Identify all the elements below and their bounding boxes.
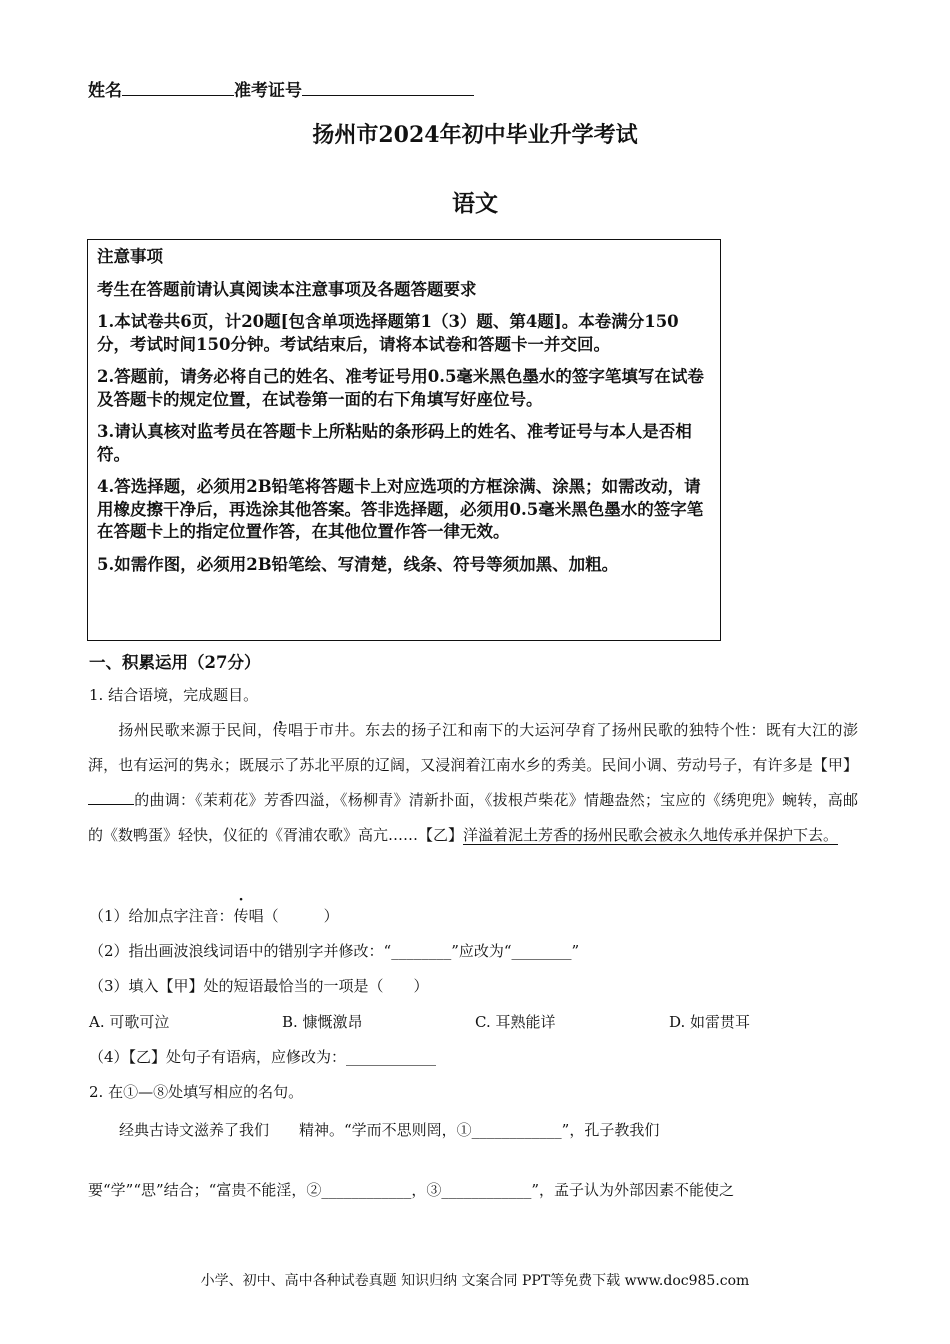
option-d[interactable]: D. 如雷贯耳 <box>669 1013 751 1031</box>
notice-item: 5.如需作图，必须用2B铅笔绘、写清楚，线条、符号等须加黑、加粗。 <box>97 554 619 574</box>
notice-item: 4.答选择题，必须用2B铅笔将答题卡上对应选项的方框涂满、涂黑；如需改动，请用橡皮擦干净后，再选涂其他答案。答非选择题，必须用0.5毫米黑色墨水的签字笔在答题卡上的指定位置作答，在其他位置作答一律无效。 <box>97 477 704 541</box>
notice-box <box>87 239 721 641</box>
sub-question-text: （1）给加点字注音： <box>89 907 234 925</box>
passage-text: 扬州民歌来源于民间， <box>118 721 273 739</box>
notice-item: 1.本试卷共6页，计20题[包含单项选择题第1（3）题、第4题]。本卷满分150分，考试时间150分钟。考试结束后，请将本试卷和答题卡一并交回。 <box>97 312 679 354</box>
notice-intro: 考生在答题前请认真阅读本注意事项及各题答题要求 <box>97 279 477 299</box>
dotted-character: 传 <box>233 907 249 925</box>
section-heading: 一、积累运用（27分） <box>89 653 261 672</box>
candidate-info-line <box>88 76 474 101</box>
sub-question-1 <box>89 905 339 926</box>
sub-question-3: （3）填入【甲】处的短语最恰当的一项是（ ） <box>89 977 429 995</box>
question-1-stem: 1. 结合语境，完成题目。 <box>89 686 259 704</box>
sub-question-text: 唱（ ） <box>248 907 339 925</box>
option-a[interactable]: A. 可歌可泣 <box>89 1013 170 1031</box>
notice-item: 3.请认真核对监考员在答题卡上所粘贴的条形码上的姓名、准考证号与本人是否相符。 <box>97 422 692 464</box>
notice-item: 2.答题前，请务必将自己的姓名、准考证号用0.5毫米黑色墨水的签字笔填写在试卷及答题卡的规定位置，在试卷第一面的右下角填写好座位号。 <box>97 367 704 409</box>
underlined-sentence: 洋溢着泥土芳香的扬州民歌会被永久地传承并保护下去。 <box>463 826 839 844</box>
blank-jia[interactable] <box>88 792 134 805</box>
passage-text: 的曲调：《茉莉花》芳香四溢，《杨柳青》清新扑面，《拔根芦柴花》情趣盎然；宝应的《绣兜兜》蜿转，高邮的《数鸭蛋》轻快，仪征的《胥浦农歌》高亢……【乙】 <box>88 791 858 844</box>
question-2-stem: 2. 在①—⑧处填写相应的名句。 <box>89 1083 304 1101</box>
exam-number-blank[interactable] <box>302 79 474 96</box>
sub-question-2: （2）指出画波浪线词语中的错别字并修改：“________”应改为“________” <box>89 942 580 960</box>
question-2-line: 经典古诗文滋养了我们 精神。“学而不思则罔，①____________”，孔子教我们 <box>119 1121 660 1139</box>
exam-title: 扬州市2024年初中毕业升学考试 <box>312 122 638 148</box>
exam-number-label: 准考证号 <box>234 81 302 101</box>
question-2-line: 要“学”“思”结合；“富贵不能淫，②____________，③____________”，孟子认为外部因素不能使之 <box>88 1181 735 1199</box>
notice-heading: 注意事项 <box>97 247 163 266</box>
name-label: 姓名 <box>88 81 122 101</box>
option-b[interactable]: B. 慷慨激昂 <box>282 1013 363 1031</box>
subject-title: 语文 <box>452 190 498 217</box>
dotted-character: 传 <box>272 721 288 739</box>
option-c[interactable]: C. 耳熟能详 <box>475 1013 556 1031</box>
question-1-passage <box>88 713 858 853</box>
passage-text: 唱于市井。东去的扬子江和南下的大运河孕育了扬州民歌的独特个性：既有大江的澎湃，也有运河的隽永；既展示了苏北平原的辽阔，又浸润着江南水乡的秀美。民间小调、劳动号子，有许多是【甲】 <box>88 721 858 774</box>
page-footer: 小学、初中、高中各种试卷真题 知识归纳 文案合同 PPT等免费下载 www.doc985.com <box>200 1273 750 1289</box>
name-blank[interactable] <box>122 79 234 96</box>
sub-question-4: （4）【乙】处句子有语病，应修改为：____________ <box>89 1048 437 1066</box>
